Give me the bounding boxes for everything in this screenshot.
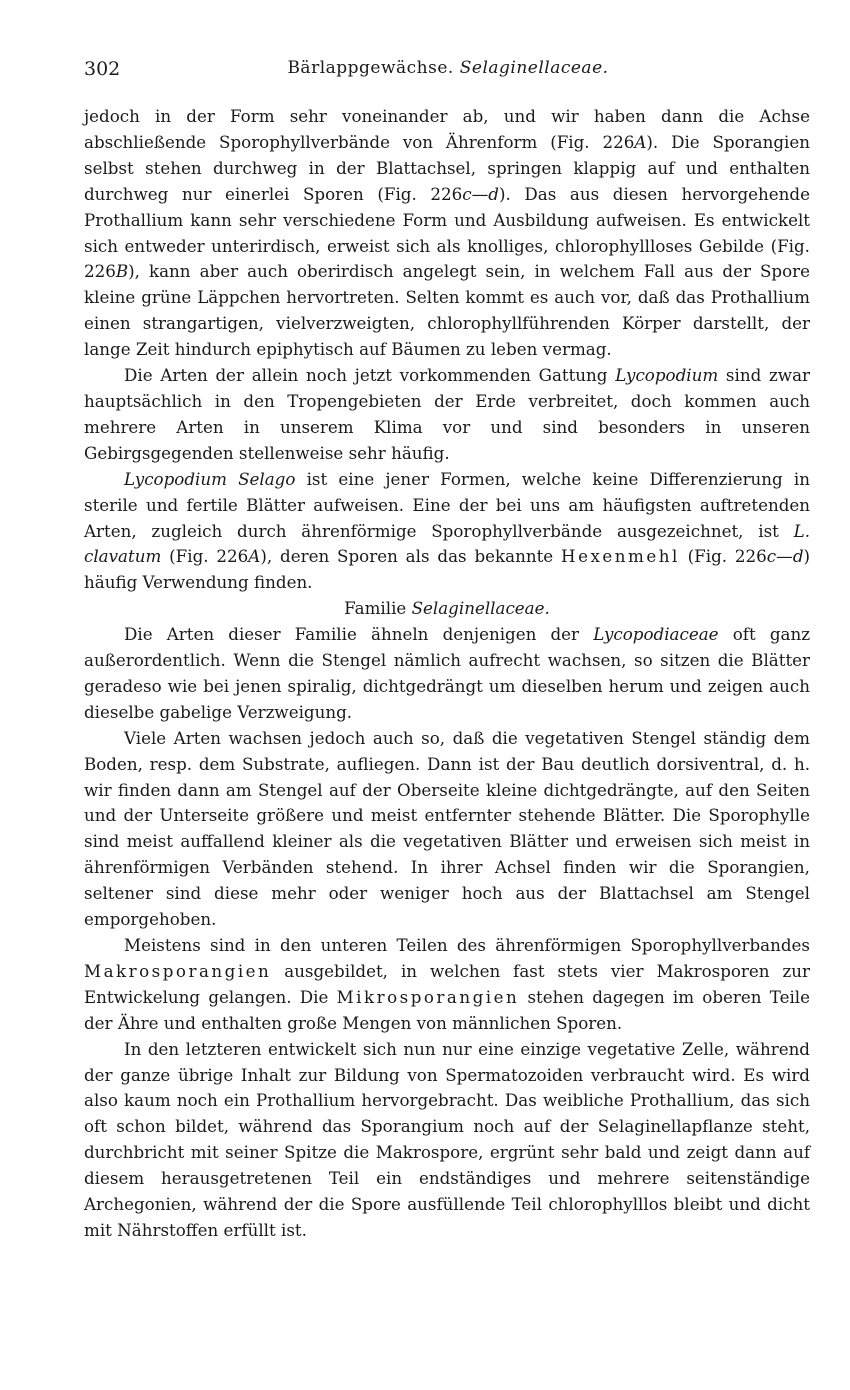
body-text (84, 104, 810, 1244)
text-run: ) häufig Verwendung finden. (84, 546, 811, 593)
text-run: Die Arten der allein noch jetzt vorkommenden Gattung (124, 365, 616, 386)
paragraph-7: In den letzteren entwickelt sich nun nur eine einzige vegetative Zelle, während der ganze übrige Inhalt zur Bildung von Spermatozoiden verbraucht wird. Es wird also kaum noch ein Prothallium hervorgebracht. Das weibliche Prothallium, das sich oft schon bildet, während das Sporangium noch auf der Selaginellapflanze steht, durchbricht mit seiner Spitze die Makrospore, ergrünt sehr bald und zeigt dann auf diesem herausgetretenen Teil ein endständiges und mehrere seitenständige Archegonien, während der die Spore ausfüllende Teil chlorophylllos bleibt und dicht mit Nährstoffen erfüllt ist. (84, 1038, 810, 1240)
figure-ref: A (634, 131, 647, 152)
emphasized-term: Hexenmehl (561, 546, 680, 567)
text-run: sind zwar hauptsächlich in den Tropengebieten der Erde verbreitet, doch kommen auch mehrere Arten in unserem Klima vor und sind besonders in unseren Gebirgsgegenden stellenweise sehr häufig. (84, 365, 810, 463)
paragraph-5: Viele Arten wachsen jedoch auch so, daß die vegetativen Stengel ständig dem Boden, resp. dem Substrate, aufliegen. Dann ist der Bau deutlich dorsiventral, d. h. wir finden dann am Stengel auf der Oberseite kleine dichtgedrängte, auf den Seiten und der Unterseite größere und meist entfernter stehende Blätter. Die Sporophylle sind meist auffallend kleiner als die vegetativen Blätter und erweisen sich meist in ährenförmigen Verbänden stehend. In ihrer Achsel finden wir die Sporangien, seltener sind diese mehr oder weniger hoch aus der Blattachsel am Stengel emporgehoben. (84, 727, 810, 930)
figure-ref: c—d (462, 183, 499, 204)
paragraph-6 (84, 933, 810, 1037)
text-run: Die Arten dieser Familie ähneln denjenigen der (124, 624, 594, 645)
text-run: ist eine jener Formen, welche keine Differenzierung in sterile und fertile Blätter aufweisen. Eine der bei uns am häufigsten auftretenden Arten, zugleich durch ährenförmige Sporophyllverbände ausgezeichnet, ist (84, 468, 810, 541)
heading-plain: Familie (344, 598, 412, 619)
paragraph-1 (84, 104, 810, 363)
page-header (84, 58, 812, 86)
text-run: stehen dagegen im oberen Teile der Ähre und enthalten große Mengen von männlichen Sporen. (84, 986, 810, 1033)
running-title-plain: Bärlappgewächse. (287, 58, 454, 78)
text-run: oft ganz außerordentlich. Wenn die Stengel nämlich aufrecht wachsen, so sitzen die Blätter geradeso wie bei jenen spiralig, dichtgedrängt um dieselben herum und zeigen auch dieselbe gabelige Verzweigung. (84, 624, 810, 722)
text-run: (Fig. 226 (679, 546, 767, 567)
family-name: Lycopodiaceae (593, 624, 719, 645)
heading-family-name: Selaginellaceae. (411, 598, 550, 619)
figure-ref: B (115, 261, 129, 282)
text-run: ), deren Sporen als das bekannte (260, 546, 562, 567)
paragraph-3 (84, 467, 810, 597)
text-run: ). Das aus diesen hervorgehende Prothallium kann sehr verschiedene Form und Ausbildung aufweisen. Es entwickelt sich entweder unterirdisch, erweist sich als knolliges, chlorophyllloses Gebilde (Fig. 226 (84, 183, 810, 282)
species-name: L. clavatum (84, 520, 810, 567)
page-number: 302 (84, 58, 121, 80)
section-heading (84, 596, 810, 622)
paragraph-2 (84, 363, 810, 467)
text-run: ), kann aber auch oberirdisch angelegt sein, in welchem Fall aus der Spore kleine grüne Läppchen hervortreten. Selten kommt es auch vor, daß das Prothallium einen strangartigen, vielverzweigten, chlorophyllführenden Körper darstellt, der lange Zeit hindurch epiphytisch auf Bäumen zu leben vermag. (84, 261, 810, 360)
species-name: Lycopodium Selago (124, 468, 296, 489)
paragraph-4 (84, 622, 810, 726)
text-run: Meistens sind in den unteren Teilen des ährenförmigen Sporophyllverbandes (124, 935, 810, 955)
emphasized-term: Makrosporangien (84, 960, 272, 981)
text-run: jedoch in der Form sehr voneinander ab, und wir haben dann die Achse abschließende Sporophyllverbände von Ährenform (Fig. 226 (84, 106, 810, 152)
text-run: ausgebildet, in welchen fast stets vier Makrosporen zur Entwickelung gelangen. Die (84, 960, 810, 1007)
text-run: (Fig. 226 (161, 546, 249, 567)
genus-name: Lycopodium (615, 365, 719, 386)
figure-ref: A (248, 546, 261, 567)
emphasized-term: Mikrosporangien (336, 986, 520, 1007)
running-title-italic: Selaginellaceae. (459, 58, 609, 78)
text-run: ). Die Sporangien selbst stehen durchweg in der Blattachsel, springen klappig auf und enthalten durchweg nur einerlei Sporen (Fig. 226 (84, 131, 810, 204)
running-title (84, 58, 812, 78)
figure-ref: c—d (766, 546, 804, 567)
